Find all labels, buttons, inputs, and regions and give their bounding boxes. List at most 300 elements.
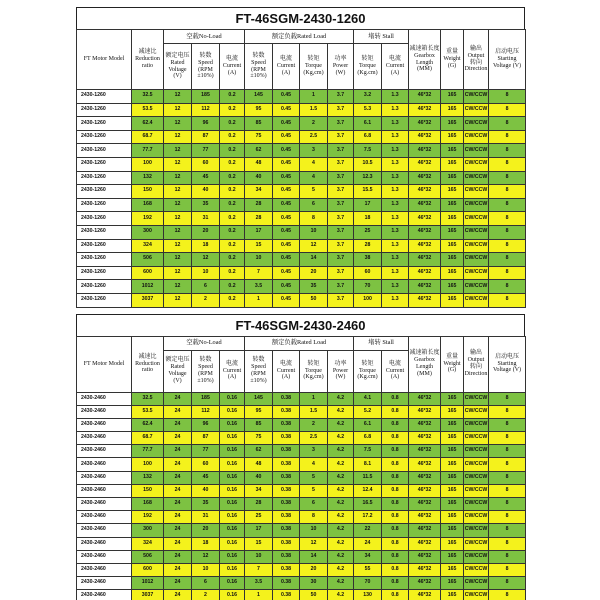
cell-gearbox-length: 46*32: [409, 405, 441, 418]
cell-ratio: 192: [132, 511, 164, 524]
cell-gearbox-length: 46*32: [409, 253, 441, 267]
cell-no-load-current: 0.16: [220, 563, 245, 576]
cell-stall-current: 0.8: [382, 458, 409, 471]
cell-no-load-speed: 60: [192, 458, 220, 471]
cell-rated-current: 0.45: [273, 293, 300, 307]
header-starting-voltage: 启动电压 Starting Voltage (V): [489, 30, 526, 90]
cell-stall-torque: 28: [354, 239, 382, 253]
cell-no-load-current: 0.16: [220, 590, 245, 600]
table-title-1260: FT-46SGM-2430-1260: [76, 7, 525, 29]
cell-stall-current: 1.3: [382, 90, 409, 104]
cell-stall-current: 0.8: [382, 577, 409, 590]
cell-gearbox-length: 46*32: [409, 498, 441, 511]
cell-model: 2430-1260: [77, 90, 132, 104]
cell-weight: 165: [441, 280, 464, 294]
cell-weight: 165: [441, 212, 464, 226]
cell-no-load-speed: 35: [192, 198, 220, 212]
cell-direction: CW/CCW: [464, 144, 489, 158]
cell-starting-voltage: 8: [489, 157, 526, 171]
cell-rated-power: 3.7: [328, 117, 354, 131]
cell-rated-speed: 25: [245, 511, 273, 524]
cell-starting-voltage: 8: [489, 266, 526, 280]
cell-direction: CW/CCW: [464, 563, 489, 576]
table-row: [77, 405, 526, 418]
cell-no-load-speed: 45: [192, 471, 220, 484]
cell-model: 2430-1260: [77, 239, 132, 253]
cell-rated-voltage: 24: [164, 445, 192, 458]
cell-ratio: 324: [132, 537, 164, 550]
header-rated-voltage: 额定电压Rated Voltage (V): [164, 350, 192, 392]
cell-rated-power: 4.2: [328, 524, 354, 537]
cell-ratio: 62.4: [132, 117, 164, 131]
cell-starting-voltage: 8: [489, 537, 526, 550]
cell-rated-speed: 85: [245, 117, 273, 131]
cell-no-load-speed: 2: [192, 590, 220, 600]
cell-rated-power: 3.7: [328, 212, 354, 226]
cell-no-load-current: 0.2: [220, 171, 245, 185]
cell-ratio: 100: [132, 458, 164, 471]
cell-rated-voltage: 12: [164, 225, 192, 239]
cell-rated-voltage: 12: [164, 280, 192, 294]
cell-ratio: 192: [132, 212, 164, 226]
cell-rated-voltage: 12: [164, 293, 192, 307]
header-no-load-current: 电流 Current (A): [220, 350, 245, 392]
spec-table-2460: [76, 336, 526, 600]
cell-stall-torque: 55: [354, 563, 382, 576]
cell-gearbox-length: 46*32: [409, 239, 441, 253]
spec-sheet: [76, 7, 525, 600]
cell-rated-power: 3.7: [328, 157, 354, 171]
cell-rated-speed: 1: [245, 293, 273, 307]
cell-weight: 165: [441, 392, 464, 405]
cell-rated-torque: 1.5: [300, 405, 328, 418]
cell-starting-voltage: 8: [489, 577, 526, 590]
cell-starting-voltage: 8: [489, 144, 526, 158]
cell-rated-power: 3.7: [328, 144, 354, 158]
cell-rated-power: 3.7: [328, 198, 354, 212]
cell-rated-power: 3.7: [328, 185, 354, 199]
table-row: [77, 577, 526, 590]
table-row: [77, 458, 526, 471]
cell-model: 2430-2460: [77, 511, 132, 524]
cell-rated-power: 3.7: [328, 253, 354, 267]
cell-rated-power: 4.2: [328, 590, 354, 600]
cell-starting-voltage: 8: [489, 418, 526, 431]
cell-stall-torque: 5.3: [354, 103, 382, 117]
cell-rated-torque: 6: [300, 498, 328, 511]
table-row: [77, 239, 526, 253]
cell-no-load-speed: 35: [192, 498, 220, 511]
cell-starting-voltage: 8: [489, 253, 526, 267]
cell-model: 2430-1260: [77, 144, 132, 158]
cell-rated-torque: 5: [300, 185, 328, 199]
cell-no-load-speed: 45: [192, 171, 220, 185]
cell-ratio: 600: [132, 266, 164, 280]
cell-model: 2430-2460: [77, 590, 132, 600]
cell-rated-torque: 20: [300, 266, 328, 280]
cell-model: 2430-2460: [77, 563, 132, 576]
cell-rated-current: 0.38: [273, 392, 300, 405]
cell-direction: CW/CCW: [464, 253, 489, 267]
cell-direction: CW/CCW: [464, 225, 489, 239]
cell-no-load-speed: 10: [192, 563, 220, 576]
cell-rated-torque: 6: [300, 198, 328, 212]
cell-model: 2430-1260: [77, 280, 132, 294]
cell-ratio: 100: [132, 157, 164, 171]
cell-rated-power: 3.7: [328, 280, 354, 294]
cell-rated-torque: 1: [300, 392, 328, 405]
table-row: [77, 537, 526, 550]
header-output: 输出 Output 转向 Direction: [464, 336, 489, 392]
cell-starting-voltage: 8: [489, 225, 526, 239]
cell-weight: 165: [441, 103, 464, 117]
cell-stall-current: 1.3: [382, 266, 409, 280]
cell-gearbox-length: 46*32: [409, 471, 441, 484]
cell-no-load-speed: 87: [192, 432, 220, 445]
cell-starting-voltage: 8: [489, 550, 526, 563]
cell-no-load-current: 0.16: [220, 484, 245, 497]
cell-rated-current: 0.45: [273, 280, 300, 294]
cell-stall-current: 0.8: [382, 418, 409, 431]
cell-starting-voltage: 8: [489, 405, 526, 418]
cell-direction: CW/CCW: [464, 524, 489, 537]
cell-stall-current: 0.8: [382, 405, 409, 418]
cell-no-load-speed: 40: [192, 185, 220, 199]
cell-weight: 165: [441, 90, 464, 104]
cell-rated-voltage: 12: [164, 90, 192, 104]
cell-gearbox-length: 46*32: [409, 511, 441, 524]
cell-stall-current: 1.3: [382, 280, 409, 294]
cell-model: 2430-1260: [77, 212, 132, 226]
cell-no-load-speed: 77: [192, 144, 220, 158]
header-no-load-current: 电流 Current (A): [220, 44, 245, 90]
cell-model: 2430-1260: [77, 130, 132, 144]
cell-no-load-speed: 6: [192, 280, 220, 294]
cell-rated-voltage: 12: [164, 266, 192, 280]
cell-rated-power: 4.2: [328, 445, 354, 458]
cell-starting-voltage: 8: [489, 471, 526, 484]
header-stall-current: 电流 Current (A): [382, 44, 409, 90]
cell-rated-speed: 3.5: [245, 280, 273, 294]
cell-rated-torque: 35: [300, 280, 328, 294]
table-row: [77, 590, 526, 600]
cell-weight: 165: [441, 484, 464, 497]
cell-rated-voltage: 12: [164, 130, 192, 144]
cell-no-load-current: 0.16: [220, 537, 245, 550]
cell-model: 2430-2460: [77, 445, 132, 458]
cell-rated-voltage: 24: [164, 392, 192, 405]
header-rated-torque: 转矩 Torque (Kg,cm): [300, 44, 328, 90]
cell-stall-torque: 17.2: [354, 511, 382, 524]
cell-ratio: 300: [132, 524, 164, 537]
cell-gearbox-length: 46*32: [409, 293, 441, 307]
cell-weight: 165: [441, 239, 464, 253]
spec-table-1260: [76, 29, 526, 308]
cell-no-load-current: 0.16: [220, 524, 245, 537]
cell-rated-speed: 10: [245, 253, 273, 267]
cell-rated-speed: 40: [245, 471, 273, 484]
cell-weight: 165: [441, 130, 464, 144]
cell-no-load-current: 0.2: [220, 198, 245, 212]
cell-stall-current: 0.8: [382, 563, 409, 576]
table-body-1260: [77, 90, 526, 308]
cell-rated-power: 3.7: [328, 171, 354, 185]
cell-starting-voltage: 8: [489, 458, 526, 471]
cell-no-load-speed: 77: [192, 445, 220, 458]
cell-rated-power: 4.2: [328, 484, 354, 497]
cell-gearbox-length: 46*32: [409, 266, 441, 280]
cell-model: 2430-1260: [77, 266, 132, 280]
cell-weight: 165: [441, 405, 464, 418]
cell-stall-torque: 16.5: [354, 498, 382, 511]
table-row: [77, 563, 526, 576]
cell-weight: 165: [441, 198, 464, 212]
cell-weight: 165: [441, 266, 464, 280]
cell-rated-speed: 145: [245, 392, 273, 405]
cell-no-load-current: 0.16: [220, 458, 245, 471]
cell-starting-voltage: 8: [489, 103, 526, 117]
cell-model: 2430-1260: [77, 293, 132, 307]
cell-gearbox-length: 46*32: [409, 484, 441, 497]
cell-model: 2430-2460: [77, 392, 132, 405]
cell-model: 2430-2460: [77, 405, 132, 418]
table-row: [77, 418, 526, 431]
cell-starting-voltage: 8: [489, 484, 526, 497]
cell-stall-torque: 6.8: [354, 130, 382, 144]
table-row: [77, 266, 526, 280]
cell-stall-current: 1.3: [382, 198, 409, 212]
cell-stall-current: 0.8: [382, 537, 409, 550]
header-rated-current: 电流 Current (A): [273, 350, 300, 392]
cell-rated-current: 0.38: [273, 405, 300, 418]
cell-rated-current: 0.45: [273, 225, 300, 239]
header-model: FT Motor Model: [77, 30, 132, 90]
cell-no-load-current: 0.2: [220, 253, 245, 267]
table-body-2460: [77, 392, 526, 600]
cell-rated-power: 4.2: [328, 563, 354, 576]
cell-starting-voltage: 8: [489, 90, 526, 104]
cell-model: 2430-2460: [77, 577, 132, 590]
cell-starting-voltage: 8: [489, 130, 526, 144]
cell-direction: CW/CCW: [464, 280, 489, 294]
cell-direction: CW/CCW: [464, 577, 489, 590]
cell-gearbox-length: 46*32: [409, 280, 441, 294]
cell-starting-voltage: 8: [489, 563, 526, 576]
cell-gearbox-length: 46*32: [409, 157, 441, 171]
cell-no-load-current: 0.2: [220, 130, 245, 144]
header-rated-power: 功率 Power (W): [328, 350, 354, 392]
cell-rated-current: 0.38: [273, 550, 300, 563]
cell-rated-speed: 17: [245, 225, 273, 239]
table-row: [77, 117, 526, 131]
cell-stall-current: 0.8: [382, 590, 409, 600]
cell-direction: CW/CCW: [464, 103, 489, 117]
cell-rated-voltage: 12: [164, 212, 192, 226]
header-no-load-speed: 转数 Speed (RPM ±10%): [192, 350, 220, 392]
cell-weight: 165: [441, 225, 464, 239]
cell-stall-current: 1.3: [382, 185, 409, 199]
cell-rated-torque: 2.5: [300, 130, 328, 144]
cell-rated-current: 0.38: [273, 432, 300, 445]
cell-stall-torque: 5.2: [354, 405, 382, 418]
cell-stall-torque: 25: [354, 225, 382, 239]
cell-starting-voltage: 8: [489, 590, 526, 600]
cell-no-load-current: 0.16: [220, 392, 245, 405]
cell-rated-speed: 7: [245, 563, 273, 576]
table-row: [77, 392, 526, 405]
cell-model: 2430-1260: [77, 171, 132, 185]
cell-rated-current: 0.38: [273, 511, 300, 524]
cell-stall-current: 1.3: [382, 171, 409, 185]
cell-rated-voltage: 12: [164, 198, 192, 212]
cell-no-load-current: 0.16: [220, 471, 245, 484]
cell-gearbox-length: 46*32: [409, 418, 441, 431]
cell-rated-torque: 12: [300, 537, 328, 550]
table-row: [77, 225, 526, 239]
cell-rated-speed: 3.5: [245, 577, 273, 590]
header-ratio: 减速比 Reduction ratio: [132, 30, 164, 90]
cell-direction: CW/CCW: [464, 550, 489, 563]
cell-weight: 165: [441, 445, 464, 458]
cell-no-load-current: 0.2: [220, 90, 245, 104]
cell-rated-speed: 75: [245, 130, 273, 144]
header-stall: 堵转 Stall: [354, 30, 409, 44]
cell-no-load-current: 0.2: [220, 239, 245, 253]
cell-weight: 165: [441, 563, 464, 576]
table-row: [77, 157, 526, 171]
cell-gearbox-length: 46*32: [409, 117, 441, 131]
cell-stall-current: 0.8: [382, 471, 409, 484]
cell-direction: CW/CCW: [464, 471, 489, 484]
cell-rated-current: 0.38: [273, 577, 300, 590]
cell-gearbox-length: 46*32: [409, 524, 441, 537]
cell-no-load-current: 0.2: [220, 185, 245, 199]
cell-gearbox-length: 46*32: [409, 537, 441, 550]
cell-rated-speed: 62: [245, 144, 273, 158]
cell-rated-current: 0.38: [273, 537, 300, 550]
cell-rated-speed: 62: [245, 445, 273, 458]
cell-weight: 165: [441, 144, 464, 158]
cell-rated-power: 3.7: [328, 90, 354, 104]
cell-rated-voltage: 24: [164, 511, 192, 524]
cell-no-load-current: 0.16: [220, 432, 245, 445]
cell-rated-speed: 28: [245, 212, 273, 226]
cell-rated-voltage: 12: [164, 239, 192, 253]
cell-no-load-current: 0.2: [220, 117, 245, 131]
cell-rated-current: 0.45: [273, 144, 300, 158]
cell-rated-torque: 1: [300, 90, 328, 104]
cell-direction: CW/CCW: [464, 239, 489, 253]
cell-stall-current: 0.8: [382, 550, 409, 563]
table-row: [77, 198, 526, 212]
cell-no-load-speed: 185: [192, 392, 220, 405]
cell-weight: 165: [441, 537, 464, 550]
cell-weight: 165: [441, 590, 464, 600]
cell-ratio: 132: [132, 471, 164, 484]
header-stall-current: 电流 Current (A): [382, 350, 409, 392]
table-row: [77, 130, 526, 144]
cell-rated-current: 0.45: [273, 266, 300, 280]
table-row: [77, 524, 526, 537]
cell-rated-current: 0.38: [273, 498, 300, 511]
cell-starting-voltage: 8: [489, 432, 526, 445]
table-row: [77, 171, 526, 185]
cell-stall-torque: 8.1: [354, 458, 382, 471]
cell-rated-current: 0.45: [273, 198, 300, 212]
cell-model: 2430-1260: [77, 225, 132, 239]
cell-stall-torque: 7.5: [354, 445, 382, 458]
cell-rated-current: 0.38: [273, 590, 300, 600]
cell-rated-torque: 2: [300, 418, 328, 431]
cell-rated-speed: 15: [245, 537, 273, 550]
cell-stall-current: 1.3: [382, 225, 409, 239]
cell-rated-torque: 14: [300, 550, 328, 563]
cell-gearbox-length: 46*32: [409, 144, 441, 158]
cell-no-load-speed: 87: [192, 130, 220, 144]
cell-rated-voltage: 12: [164, 185, 192, 199]
cell-stall-current: 0.8: [382, 484, 409, 497]
cell-no-load-speed: 20: [192, 524, 220, 537]
cell-rated-speed: 10: [245, 550, 273, 563]
cell-weight: 165: [441, 458, 464, 471]
cell-direction: CW/CCW: [464, 392, 489, 405]
header-rated-speed: 转数 Speed (RPM ±10%): [245, 44, 273, 90]
cell-ratio: 1012: [132, 577, 164, 590]
cell-direction: CW/CCW: [464, 117, 489, 131]
cell-gearbox-length: 46*32: [409, 130, 441, 144]
cell-model: 2430-1260: [77, 198, 132, 212]
cell-rated-torque: 30: [300, 577, 328, 590]
cell-rated-power: 4.2: [328, 511, 354, 524]
cell-stall-current: 1.3: [382, 253, 409, 267]
cell-rated-speed: 75: [245, 432, 273, 445]
cell-ratio: 1012: [132, 280, 164, 294]
cell-no-load-current: 0.16: [220, 445, 245, 458]
cell-no-load-speed: 20: [192, 225, 220, 239]
cell-no-load-current: 0.16: [220, 405, 245, 418]
cell-rated-power: 4.2: [328, 537, 354, 550]
cell-no-load-current: 0.2: [220, 212, 245, 226]
cell-stall-current: 0.8: [382, 392, 409, 405]
cell-model: 2430-2460: [77, 550, 132, 563]
cell-no-load-speed: 12: [192, 253, 220, 267]
cell-no-load-current: 0.2: [220, 266, 245, 280]
cell-rated-voltage: 24: [164, 498, 192, 511]
cell-rated-current: 0.38: [273, 418, 300, 431]
cell-rated-voltage: 24: [164, 432, 192, 445]
cell-model: 2430-2460: [77, 471, 132, 484]
cell-direction: CW/CCW: [464, 418, 489, 431]
cell-direction: CW/CCW: [464, 537, 489, 550]
cell-direction: CW/CCW: [464, 157, 489, 171]
cell-stall-torque: 130: [354, 590, 382, 600]
cell-no-load-speed: 60: [192, 157, 220, 171]
cell-rated-speed: 28: [245, 198, 273, 212]
header-rated-torque: 转矩 Torque (Kg,cm): [300, 350, 328, 392]
cell-direction: CW/CCW: [464, 293, 489, 307]
cell-rated-voltage: 24: [164, 484, 192, 497]
table-row: [77, 484, 526, 497]
cell-rated-voltage: 24: [164, 458, 192, 471]
cell-direction: CW/CCW: [464, 90, 489, 104]
cell-ratio: 300: [132, 225, 164, 239]
cell-gearbox-length: 46*32: [409, 432, 441, 445]
cell-ratio: 32.5: [132, 90, 164, 104]
table-row: [77, 511, 526, 524]
cell-stall-torque: 18: [354, 212, 382, 226]
cell-rated-current: 0.45: [273, 171, 300, 185]
cell-no-load-current: 0.2: [220, 225, 245, 239]
